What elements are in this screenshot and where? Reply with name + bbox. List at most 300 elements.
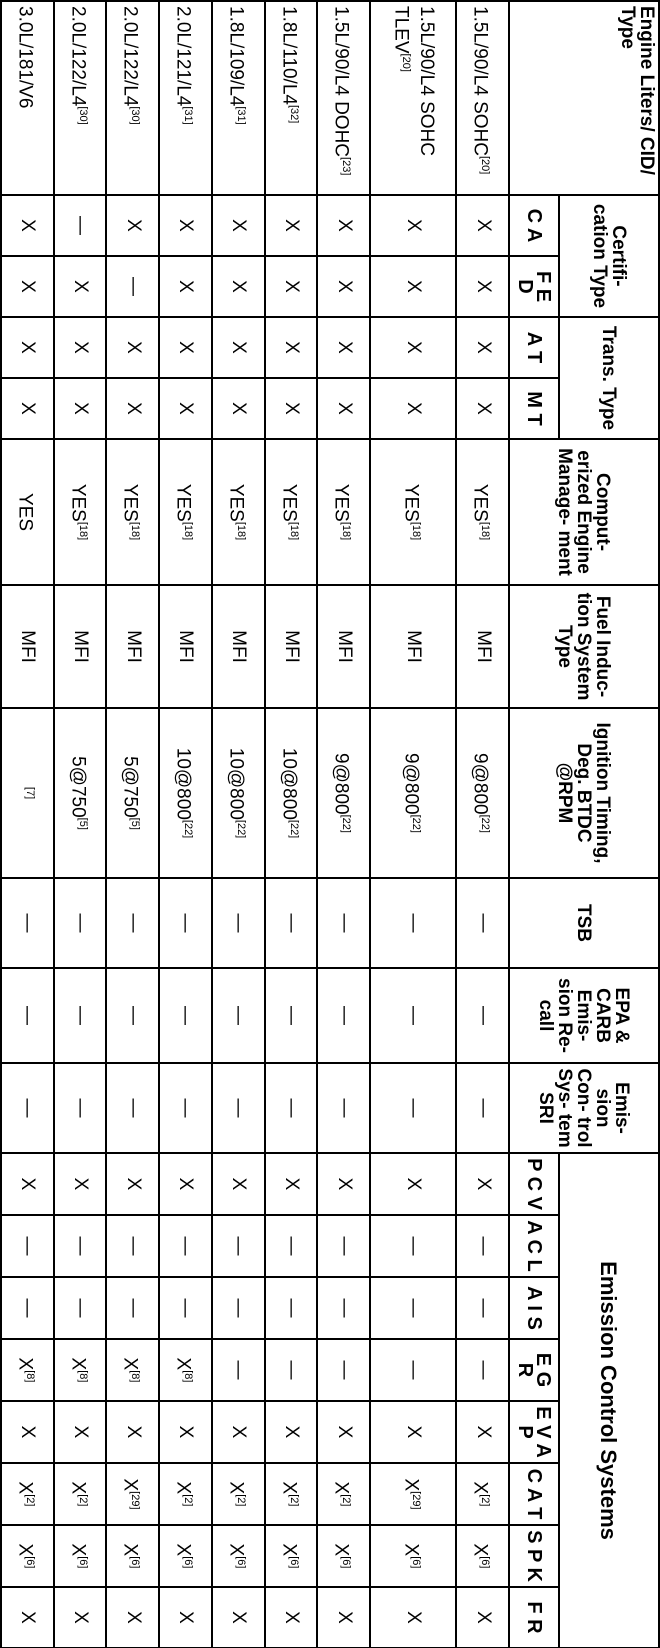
cem-cell bbox=[159, 439, 212, 585]
acl-cell-value: — bbox=[70, 1236, 92, 1256]
mt-cell-value: X bbox=[280, 402, 302, 415]
engine-cell bbox=[54, 1, 107, 195]
tsb-cell bbox=[1, 878, 54, 968]
ignition-cell-value: 9@800 bbox=[469, 753, 491, 815]
pcv-cell bbox=[54, 1153, 107, 1215]
engine-cell bbox=[106, 1, 159, 195]
cem-cell-footnote: [18] bbox=[76, 521, 89, 541]
tsb-cell-value: — bbox=[17, 913, 39, 933]
at-cell-value: X bbox=[17, 341, 39, 354]
at-cell bbox=[456, 317, 509, 378]
evap-cell bbox=[212, 1401, 265, 1463]
spk-cell-footnote: [6] bbox=[234, 1556, 247, 1569]
header-transmission: Trans. Type bbox=[559, 317, 659, 439]
table-row bbox=[212, 1, 265, 1648]
fed-cell bbox=[1, 256, 54, 317]
epa-cell-value: — bbox=[280, 1006, 302, 1026]
spk-cell-value: X bbox=[14, 1543, 36, 1557]
cem-cell bbox=[212, 439, 265, 585]
ignition-cell-value: 5@750 bbox=[120, 756, 142, 818]
tsb-cell-value: — bbox=[403, 913, 425, 933]
engine-cell-value: 3.0L/181/V6 bbox=[14, 6, 36, 109]
ignition-cell-value: 5@750 bbox=[67, 756, 89, 818]
pcv-cell-value: X bbox=[403, 1177, 425, 1191]
spk-cell-value: X bbox=[330, 1543, 352, 1557]
at-cell-value: X bbox=[70, 341, 92, 354]
pcv-cell bbox=[212, 1153, 265, 1215]
fr-cell-value: X bbox=[122, 1611, 144, 1624]
evap-cell-value: X bbox=[228, 1425, 250, 1439]
cat-cell bbox=[212, 1463, 265, 1525]
cem-cell-footnote: [18] bbox=[182, 521, 195, 541]
tsb-cell bbox=[212, 878, 265, 968]
header-emission-control-sri: Emis- sion Con- trol Sys- tem SRI bbox=[509, 1063, 659, 1153]
epa-cell bbox=[370, 968, 456, 1063]
ais-cell bbox=[159, 1277, 212, 1339]
ignition-cell-value: 10@800 bbox=[225, 747, 247, 820]
cem-cell bbox=[54, 439, 107, 585]
tsb-cell-value: — bbox=[472, 913, 494, 933]
table-row bbox=[1, 1, 54, 1648]
fr-cell bbox=[1, 1587, 54, 1648]
cat-cell-value: X bbox=[400, 1478, 422, 1492]
acl-cell bbox=[159, 1215, 212, 1277]
mt-cell bbox=[370, 378, 456, 439]
fr-cell bbox=[370, 1587, 456, 1648]
engine-cell-footnote: [23] bbox=[340, 157, 353, 176]
header-epa-carb-recall: EPA & CARB Emis- sion Re- call bbox=[509, 968, 659, 1063]
fuel-cell-value: MFI bbox=[175, 630, 197, 663]
egr-cell-value: — bbox=[280, 1360, 302, 1380]
table-body bbox=[1, 1, 509, 1648]
fuel-cell bbox=[1, 585, 54, 708]
table-row bbox=[106, 1, 159, 1648]
evap-cell bbox=[106, 1401, 159, 1463]
engine-cell-footnote: [20] bbox=[399, 53, 412, 72]
cat-cell-value: X bbox=[278, 1481, 300, 1495]
ignition-cell bbox=[265, 708, 318, 878]
at-cell-value: X bbox=[472, 341, 494, 354]
mt-cell bbox=[159, 378, 212, 439]
header-fuel-induction: Fuel Induc- tion System Type bbox=[509, 585, 659, 708]
mt-cell-value: X bbox=[70, 402, 92, 415]
egr-cell-footnote: [8] bbox=[76, 1370, 89, 1383]
egr-cell-value: — bbox=[333, 1360, 355, 1380]
mt-cell-value: X bbox=[472, 402, 494, 415]
engine-cell-value: 1.5L/90/L4 SOHC bbox=[469, 6, 491, 156]
spk-cell-value: X bbox=[469, 1543, 491, 1557]
ignition-cell-value: 9@800 bbox=[330, 753, 352, 815]
epa-cell-value: — bbox=[403, 1006, 425, 1026]
fed-cell-value: X bbox=[175, 280, 197, 293]
acl-cell bbox=[212, 1215, 265, 1277]
mt-cell-value: X bbox=[403, 402, 425, 415]
ignition-cell-footnote: [5] bbox=[76, 817, 89, 830]
evap-cell bbox=[54, 1401, 107, 1463]
tsb-cell-value: — bbox=[333, 913, 355, 933]
mt-cell bbox=[265, 378, 318, 439]
cem-cell-footnote: [18] bbox=[234, 521, 247, 541]
evap-cell-value: X bbox=[403, 1425, 425, 1439]
ignition-cell bbox=[370, 708, 456, 878]
ignition-cell bbox=[212, 708, 265, 878]
cem-cell-value: YES bbox=[225, 483, 247, 522]
spk-cell-value: X bbox=[225, 1543, 247, 1557]
cem-cell bbox=[106, 439, 159, 585]
engine-cell bbox=[212, 1, 265, 195]
cat-cell-footnote: [29] bbox=[409, 1491, 422, 1510]
cat-cell-footnote: [2] bbox=[340, 1494, 353, 1507]
mt-cell-value: X bbox=[175, 402, 197, 415]
ca-cell bbox=[54, 195, 107, 256]
pcv-cell bbox=[1, 1153, 54, 1215]
acl-cell bbox=[456, 1215, 509, 1277]
table-row bbox=[317, 1, 370, 1648]
ais-cell-value: — bbox=[228, 1298, 250, 1318]
cat-cell-value: X bbox=[120, 1478, 142, 1492]
table-row bbox=[159, 1, 212, 1648]
ca-cell-value: X bbox=[228, 219, 250, 232]
cat-cell-value: X bbox=[330, 1481, 352, 1495]
acl-cell-value: — bbox=[333, 1236, 355, 1256]
spk-cell bbox=[159, 1525, 212, 1587]
engine-cell-footnote: [20] bbox=[479, 155, 492, 175]
sri-cell bbox=[54, 1063, 107, 1153]
ca-cell bbox=[159, 195, 212, 256]
fuel-cell-value: MFI bbox=[403, 630, 425, 663]
epa-cell-value: — bbox=[228, 1006, 250, 1026]
table-row bbox=[370, 1, 456, 1648]
cat-cell-footnote: [2] bbox=[76, 1494, 89, 1507]
spk-cell-value: X bbox=[120, 1543, 142, 1557]
subheader-spk: S P K bbox=[509, 1525, 559, 1587]
cem-cell-value: YES bbox=[400, 483, 422, 522]
fed-cell bbox=[212, 256, 265, 317]
epa-cell bbox=[265, 968, 318, 1063]
ais-cell bbox=[265, 1277, 318, 1339]
pcv-cell-value: X bbox=[175, 1177, 197, 1191]
fr-cell-value: X bbox=[70, 1611, 92, 1624]
sri-cell bbox=[317, 1063, 370, 1153]
ignition-cell-footnote: [5] bbox=[129, 817, 142, 830]
engine-cell-value: 2.0L/121/L4 bbox=[172, 6, 194, 107]
acl-cell bbox=[317, 1215, 370, 1277]
sri-cell-value: — bbox=[175, 1098, 197, 1118]
at-cell bbox=[159, 317, 212, 378]
pcv-cell bbox=[159, 1153, 212, 1215]
sri-cell-value: — bbox=[403, 1098, 425, 1118]
cat-cell bbox=[317, 1463, 370, 1525]
sri-cell-value: — bbox=[472, 1098, 494, 1118]
sri-cell-value: — bbox=[17, 1098, 39, 1118]
sri-cell-value: — bbox=[280, 1098, 302, 1118]
ignition-cell bbox=[317, 708, 370, 878]
subheader-pcv: P C V bbox=[509, 1153, 559, 1215]
ca-cell bbox=[265, 195, 318, 256]
ca-cell-value: X bbox=[175, 219, 197, 232]
sri-cell-value: — bbox=[122, 1098, 144, 1118]
cat-cell-footnote: [2] bbox=[234, 1494, 247, 1507]
egr-cell-value: — bbox=[228, 1360, 250, 1380]
fuel-cell bbox=[212, 585, 265, 708]
ignition-cell bbox=[106, 708, 159, 878]
egr-cell bbox=[54, 1339, 107, 1401]
cem-cell-value: YES bbox=[14, 493, 36, 532]
engine-cell-value: 1.5L/90/L4 SOHC TLEV bbox=[390, 6, 437, 156]
pcv-cell-value: X bbox=[280, 1177, 302, 1191]
cem-cell-value: YES bbox=[278, 483, 300, 522]
cat-cell-footnote: [2] bbox=[287, 1494, 300, 1507]
spk-cell-footnote: [6] bbox=[340, 1556, 353, 1569]
acl-cell-value: — bbox=[228, 1236, 250, 1256]
spk-cell-footnote: [6] bbox=[24, 1556, 37, 1569]
egr-cell bbox=[159, 1339, 212, 1401]
evap-cell-value: X bbox=[122, 1425, 144, 1439]
tsb-cell-value: — bbox=[175, 913, 197, 933]
engine-cell bbox=[1, 1, 54, 195]
fuel-cell bbox=[456, 585, 509, 708]
engine-cell-footnote: [30] bbox=[76, 106, 89, 125]
evap-cell-value: X bbox=[280, 1425, 302, 1439]
tsb-cell bbox=[159, 878, 212, 968]
tsb-cell-value: — bbox=[70, 913, 92, 933]
header-emission-control-systems: Emission Control Systems bbox=[559, 1153, 659, 1648]
spk-cell-footnote: [6] bbox=[182, 1556, 195, 1569]
engine-cell bbox=[370, 1, 456, 195]
ais-cell bbox=[456, 1277, 509, 1339]
engine-cell-footnote: [30] bbox=[129, 106, 142, 125]
spk-cell bbox=[317, 1525, 370, 1587]
epa-cell bbox=[212, 968, 265, 1063]
table-row bbox=[456, 1, 509, 1648]
ca-cell-value: X bbox=[333, 219, 355, 232]
subheader-ais: A I S bbox=[509, 1277, 559, 1339]
fuel-cell bbox=[317, 585, 370, 708]
fuel-cell bbox=[106, 585, 159, 708]
cem-cell-footnote: [18] bbox=[479, 521, 492, 541]
ignition-cell bbox=[1, 708, 54, 878]
ignition-cell-value: 10@800 bbox=[172, 747, 194, 820]
at-cell-value: X bbox=[122, 341, 144, 354]
at-cell bbox=[212, 317, 265, 378]
mt-cell-value: X bbox=[17, 402, 39, 415]
ignition-cell-footnote: [22] bbox=[182, 819, 195, 839]
at-cell-value: X bbox=[228, 341, 250, 354]
epa-cell bbox=[456, 968, 509, 1063]
ignition-cell-value: 10@800 bbox=[278, 747, 300, 820]
engine-cell-footnote: [32] bbox=[287, 104, 300, 124]
cem-cell-value: YES bbox=[469, 483, 491, 522]
tsb-cell bbox=[317, 878, 370, 968]
tsb-cell bbox=[370, 878, 456, 968]
tsb-cell bbox=[54, 878, 107, 968]
engine-cell bbox=[456, 1, 509, 195]
fuel-cell-value: MFI bbox=[122, 630, 144, 663]
engine-cell-value: 2.0L/122/L4 bbox=[67, 6, 89, 107]
cat-cell bbox=[265, 1463, 318, 1525]
mt-cell-value: X bbox=[228, 402, 250, 415]
spk-cell bbox=[265, 1525, 318, 1587]
at-cell-value: X bbox=[333, 341, 355, 354]
ignition-cell-footnote: [7] bbox=[24, 786, 37, 800]
ais-cell-value: — bbox=[122, 1298, 144, 1318]
at-cell bbox=[54, 317, 107, 378]
cat-cell bbox=[159, 1463, 212, 1525]
fr-cell-value: X bbox=[403, 1611, 425, 1624]
egr-cell-value: X bbox=[67, 1357, 89, 1371]
cem-cell bbox=[317, 439, 370, 585]
mt-cell bbox=[212, 378, 265, 439]
acl-cell-value: — bbox=[17, 1236, 39, 1256]
fr-cell-value: X bbox=[175, 1611, 197, 1624]
pcv-cell-value: X bbox=[472, 1177, 494, 1191]
fed-cell-value: — bbox=[122, 277, 144, 296]
engine-cell-footnote: [31] bbox=[182, 106, 195, 125]
pcv-cell-value: X bbox=[70, 1177, 92, 1191]
table-row bbox=[265, 1, 318, 1648]
ca-cell bbox=[317, 195, 370, 256]
cem-cell-value: YES bbox=[172, 483, 194, 522]
ignition-cell-footnote: [22] bbox=[234, 819, 247, 839]
ais-cell bbox=[370, 1277, 456, 1339]
ca-cell bbox=[106, 195, 159, 256]
fr-cell bbox=[265, 1587, 318, 1648]
cem-cell-value: YES bbox=[330, 483, 352, 522]
fuel-cell bbox=[265, 585, 318, 708]
ca-cell-value: X bbox=[17, 219, 39, 232]
ais-cell bbox=[54, 1277, 107, 1339]
sri-cell-value: — bbox=[70, 1098, 92, 1118]
mt-cell-value: X bbox=[333, 402, 355, 415]
fed-cell bbox=[159, 256, 212, 317]
cem-cell-footnote: [18] bbox=[340, 521, 353, 541]
pcv-cell-value: X bbox=[17, 1177, 39, 1191]
fed-cell bbox=[265, 256, 318, 317]
fed-cell-value: X bbox=[228, 280, 250, 293]
acl-cell bbox=[370, 1215, 456, 1277]
fr-cell bbox=[159, 1587, 212, 1648]
fed-cell bbox=[54, 256, 107, 317]
epa-cell bbox=[54, 968, 107, 1063]
epa-cell-value: — bbox=[472, 1006, 494, 1026]
at-cell bbox=[317, 317, 370, 378]
egr-cell-value: X bbox=[120, 1357, 142, 1371]
cat-cell-footnote: [2] bbox=[24, 1494, 37, 1507]
evap-cell-value: X bbox=[17, 1425, 39, 1439]
sri-cell bbox=[456, 1063, 509, 1153]
egr-cell-footnote: [8] bbox=[129, 1370, 142, 1383]
epa-cell bbox=[106, 968, 159, 1063]
ca-cell-value: — bbox=[70, 216, 92, 235]
cat-cell-footnote: [2] bbox=[479, 1494, 492, 1507]
subheader-fr: F R bbox=[509, 1587, 559, 1648]
subheader-cat: C A T bbox=[509, 1463, 559, 1525]
cat-cell-value: X bbox=[225, 1481, 247, 1495]
sri-cell bbox=[265, 1063, 318, 1153]
fuel-cell bbox=[370, 585, 456, 708]
engine-cell-value: 1.8L/110/L4 bbox=[278, 6, 300, 105]
ais-cell-value: — bbox=[280, 1298, 302, 1318]
epa-cell bbox=[1, 968, 54, 1063]
subheader-fed: F E D bbox=[509, 256, 559, 317]
ais-cell-value: — bbox=[403, 1298, 425, 1318]
fed-cell bbox=[370, 256, 456, 317]
fed-cell bbox=[317, 256, 370, 317]
subheader-egr: E G R bbox=[509, 1339, 559, 1401]
spk-cell bbox=[106, 1525, 159, 1587]
spk-cell-footnote: [6] bbox=[129, 1556, 142, 1569]
egr-cell-value: — bbox=[403, 1360, 425, 1380]
cat-cell bbox=[370, 1463, 456, 1525]
pcv-cell bbox=[370, 1153, 456, 1215]
sri-cell bbox=[1, 1063, 54, 1153]
fuel-cell bbox=[159, 585, 212, 708]
at-cell-value: X bbox=[175, 341, 197, 354]
acl-cell-value: — bbox=[472, 1236, 494, 1256]
spk-cell-value: X bbox=[278, 1543, 300, 1557]
ignition-cell bbox=[159, 708, 212, 878]
evap-cell-value: X bbox=[70, 1425, 92, 1439]
fr-cell bbox=[317, 1587, 370, 1648]
pcv-cell-value: X bbox=[228, 1177, 250, 1191]
epa-cell bbox=[159, 968, 212, 1063]
ais-cell-value: — bbox=[175, 1298, 197, 1318]
ignition-cell-value: 9@800 bbox=[400, 753, 422, 815]
pcv-cell-value: X bbox=[333, 1177, 355, 1191]
tsb-cell bbox=[456, 878, 509, 968]
ca-cell-value: X bbox=[122, 219, 144, 232]
egr-cell-footnote: [8] bbox=[24, 1370, 37, 1383]
fuel-cell bbox=[54, 585, 107, 708]
mt-cell bbox=[317, 378, 370, 439]
egr-cell-value: X bbox=[172, 1357, 194, 1371]
ais-cell bbox=[1, 1277, 54, 1339]
cem-cell-value: YES bbox=[67, 483, 89, 522]
egr-cell bbox=[370, 1339, 456, 1401]
cem-cell bbox=[1, 439, 54, 585]
fed-cell-value: X bbox=[403, 280, 425, 293]
fed-cell-value: X bbox=[280, 280, 302, 293]
fr-cell bbox=[106, 1587, 159, 1648]
mt-cell bbox=[106, 378, 159, 439]
fuel-cell-value: MFI bbox=[472, 630, 494, 663]
evap-cell bbox=[370, 1401, 456, 1463]
fr-cell-value: X bbox=[17, 1611, 39, 1624]
header-certification: Certifi- cation Type bbox=[559, 195, 659, 317]
cat-cell bbox=[1, 1463, 54, 1525]
mt-cell-value: X bbox=[122, 402, 144, 415]
fed-cell-value: X bbox=[472, 280, 494, 293]
tsb-cell-value: — bbox=[122, 913, 144, 933]
fr-cell-value: X bbox=[333, 1611, 355, 1624]
egr-cell bbox=[265, 1339, 318, 1401]
ais-cell-value: — bbox=[472, 1298, 494, 1318]
acl-cell-value: — bbox=[403, 1236, 425, 1256]
at-cell-value: X bbox=[403, 341, 425, 354]
tsb-cell bbox=[106, 878, 159, 968]
epa-cell-value: — bbox=[122, 1006, 144, 1026]
spk-cell-footnote: [6] bbox=[409, 1556, 422, 1569]
evap-cell bbox=[265, 1401, 318, 1463]
at-cell bbox=[1, 317, 54, 378]
cat-cell bbox=[106, 1463, 159, 1525]
cat-cell-footnote: [29] bbox=[129, 1491, 142, 1510]
pcv-cell bbox=[106, 1153, 159, 1215]
ais-cell-value: — bbox=[17, 1298, 39, 1318]
sri-cell bbox=[159, 1063, 212, 1153]
ca-cell bbox=[370, 195, 456, 256]
subheader-at: A T bbox=[509, 317, 559, 378]
